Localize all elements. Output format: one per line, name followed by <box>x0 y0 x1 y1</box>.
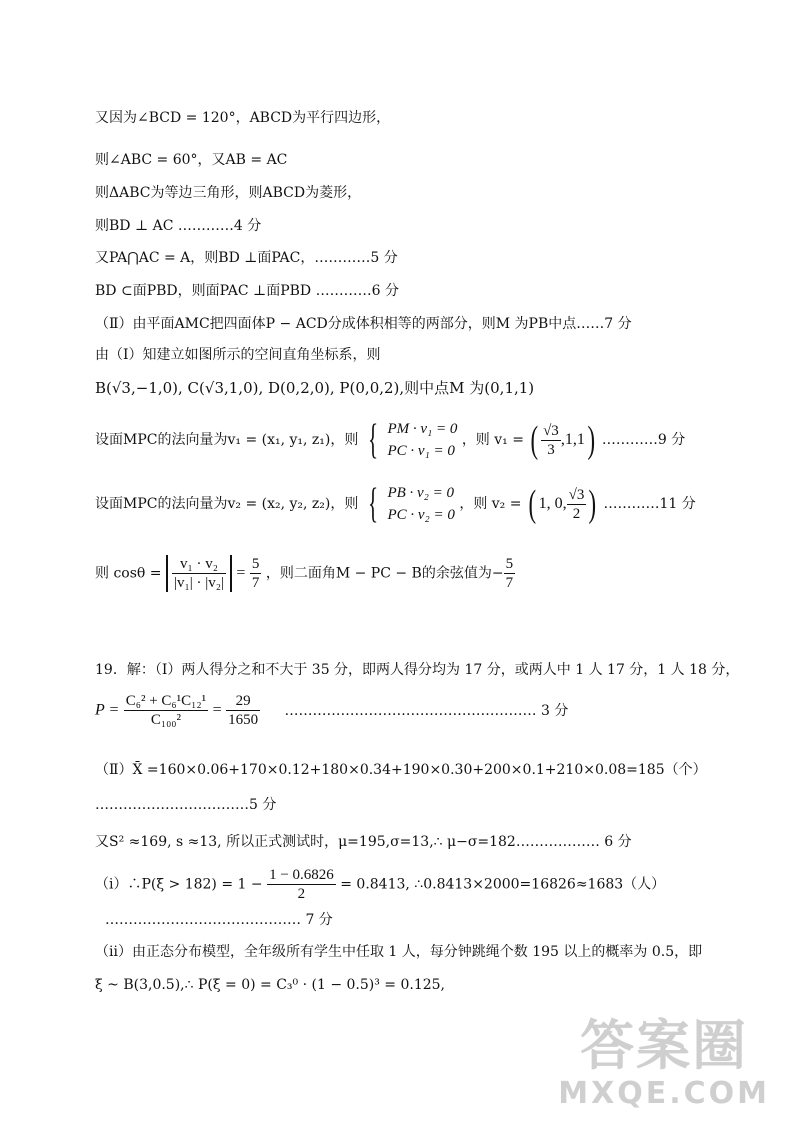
line-18-normal-prob <box>95 866 665 903</box>
v1-result-label: ，则 v₁ = <box>461 432 524 448</box>
paren-close: ) <box>587 419 595 461</box>
watermark-logo <box>558 1016 770 1111</box>
line-7: （Ⅱ）由平面AMC把四面体P − ACD分成体积相等的两部分，则M 为PB中点……7 分 <box>95 316 632 332</box>
line-3: 则ΔABC为等边三角形，则ABCD为菱形， <box>95 185 362 201</box>
line-4: 则BD ⊥ AC …………4 分 <box>95 218 262 234</box>
v2-score: …………11 分 <box>603 496 696 512</box>
line-2: 则∠ABC = 60°，又AB = AC <box>95 152 288 168</box>
line-15-mean: （Ⅱ）X̄ =160×0.06+170×0.12+180×0.34+190×0.30+200×0.1+210×0.08=185（个） <box>95 762 707 778</box>
v1-eq-2: PC · v₁ = 0 <box>387 443 455 459</box>
equals: = <box>212 701 222 719</box>
cos-conclusion: ，则二面角M − PC − B的余弦值为− <box>265 565 504 582</box>
line-5: 又PA⋂AC = A，则BD ⊥面PAC，…………5 分 <box>95 250 398 266</box>
line-11-normal-v2 <box>95 482 696 526</box>
xi-result: = 0.8413, ∴0.8413×2000=16826≈1683（人） <box>340 876 666 893</box>
line-16-score: ……………………………5 分 <box>95 797 277 813</box>
line-13-q19: 19．解：（Ⅰ）两人得分之和不大于 35 分，即两人得分均为 17 分，或两人中 1 人 17 分，1 人 18 分， <box>95 662 740 678</box>
watermark-line-1: 答案圈 <box>580 1014 749 1077</box>
answer-fraction: $\frac{5}{7}$ <box>505 556 514 591</box>
v2-pre: 1, 0, <box>538 495 567 512</box>
line-8: 由（Ⅰ）知建立如图所示的空间直角坐标系，则 <box>95 347 381 363</box>
v2-eq-1: PB · v₂ = 0 <box>387 485 455 501</box>
system-brace: { <box>367 481 378 527</box>
paren-open: ( <box>530 419 539 461</box>
v1-lead: 设面MPC的法向量为v₁ = (x₁, y₁, z₁)，则 <box>95 432 359 448</box>
line-1: 又因为∠BCD = 120°，ABCD为平行四边形， <box>95 110 391 126</box>
line-10-normal-v1 <box>95 418 685 462</box>
paren-open: ( <box>528 483 537 525</box>
v1-fraction: $\frac{√3}{3}$ <box>543 422 559 458</box>
p-fraction: $\frac{\text{C₆² + C₆¹C₁₂¹}}{\text{C₁₀₀²}}$ <box>125 693 207 728</box>
xi-fraction: $\frac{1 - 0.6826}{2}$ <box>269 867 334 902</box>
watermark-line-2: MXQE.COM <box>558 1076 770 1111</box>
v1-system <box>387 418 457 462</box>
cos-lead: 则 cosθ = <box>95 565 162 582</box>
equals: = <box>236 564 246 582</box>
line-20-model: （ⅱ）由正态分布模型，全年级所有学生中任取 1 人，每分钟跳绳个数 195 以上的概率为 0.5，即 <box>95 944 703 960</box>
p-lead: P = <box>95 701 120 719</box>
system-brace: { <box>367 417 378 463</box>
p-value-fraction: $\frac{29}{1650}$ <box>228 693 259 728</box>
p-score: ……………………………………………… 3 分 <box>284 702 569 719</box>
line-14-probability <box>95 692 568 729</box>
line-17-variance: 又S² ≈169, s ≈13, 所以正式测试时，μ=195,σ=13,∴ μ−σ=182……………… 6 分 <box>95 834 632 850</box>
v2-fraction: $\frac{√3}{2}$ <box>568 486 585 522</box>
line-21-binomial: ξ ~ B(3,0.5),∴ P(ξ = 0) = C₃⁰ · (1 − 0.5)³ = 0.125, <box>95 977 445 993</box>
v1-score: …………9 分 <box>601 432 686 448</box>
cos-abs <box>166 555 232 592</box>
line-9-coordinates: B(√3,−1,0), C(√3,1,0), D(0,2,0), P(0,0,2),则中点M 为(0,1,1) <box>95 379 535 397</box>
v2-lead: 设面MPC的法向量为v₂ = (x₂, y₂, z₂)，则 <box>95 496 359 512</box>
line-12-cosine <box>95 555 515 592</box>
paren-close: ) <box>588 483 597 525</box>
xi-lead: （ⅰ）∴P(ξ > 182) = 1 − <box>95 876 263 893</box>
v2-eq-2: PC · v₂ = 0 <box>387 507 455 523</box>
v1-eq-1: PM · v₁ = 0 <box>387 421 458 437</box>
line-6: BD ⊂面PBD，则面PAC ⊥面PBD …………6 分 <box>95 283 399 299</box>
cos-fraction: $\frac{\text{v₁ · v₂}}{\text{|v₁| · |v₂|}}$ <box>173 556 224 591</box>
line-19-score: …………………………………… 7 分 <box>105 912 333 928</box>
cos-value-fraction: $\frac{5}{7}$ <box>251 556 260 591</box>
v2-result-label: ，则 v₂ = <box>459 496 522 512</box>
v1-rest: ,1,1 <box>560 431 585 448</box>
v2-system <box>387 482 454 526</box>
